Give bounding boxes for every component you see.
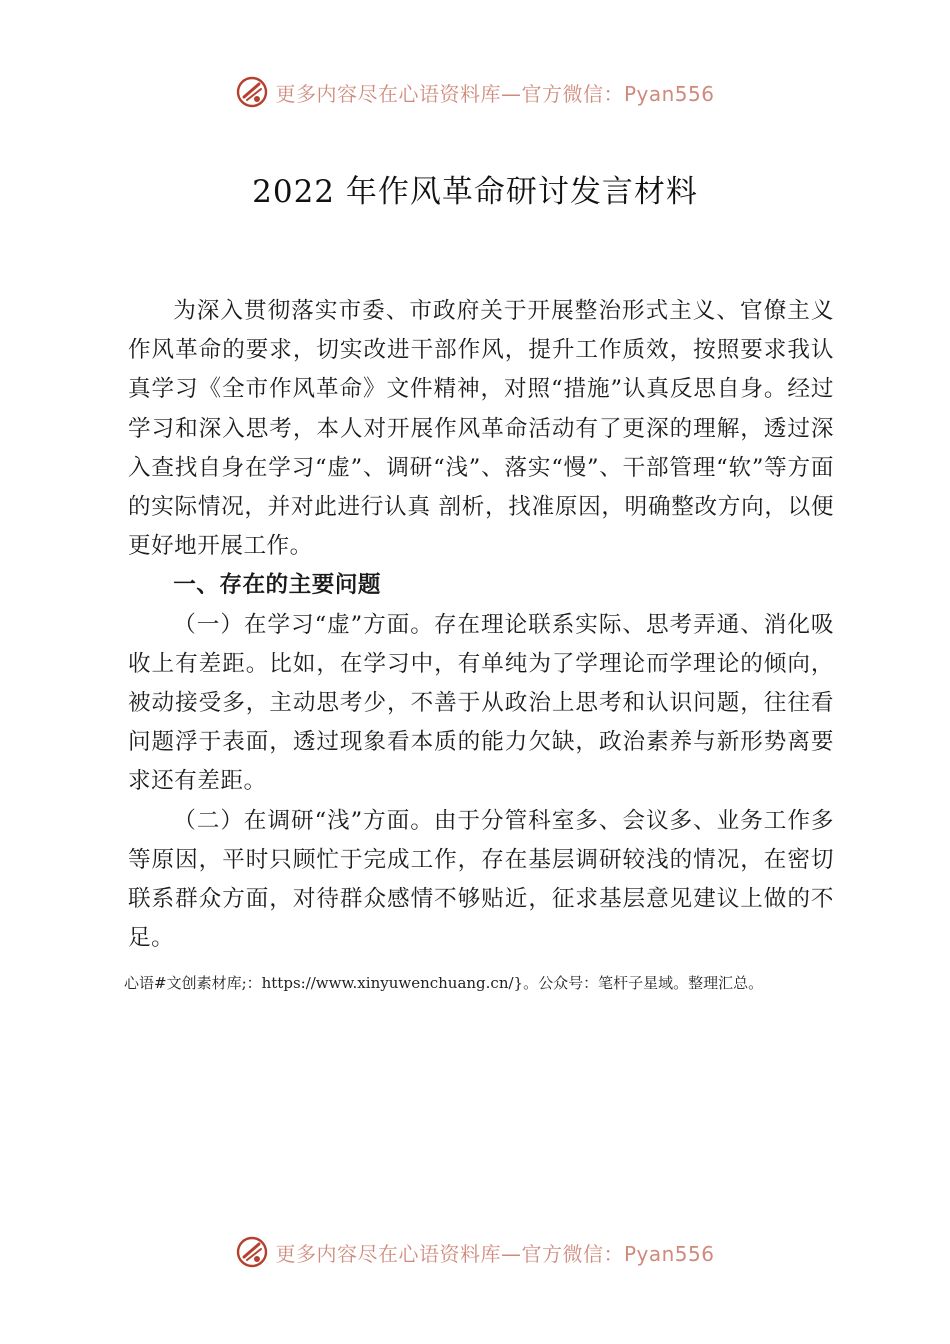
intro-paragraph: 为深入贯彻落实市委、市政府关于开展整治形式主义、官僚主义作风革命的要求，切实改进干部作风，提升工作质效，按照要求我认真学习《全市作风革命》文件精神，对照“措施”认真反思自身。经过学习和深入思考，本人对开展作风革命活动有了更深的理解，透过深入查找自身在学习“虚”、调研“浅”、落实“慢”、干部管理“软”等方面的实际情况，并对此进行认真 剖析，找准原因，明确整改方向，以便更好地开展工作。 <box>128 298 834 560</box>
header-watermark <box>0 72 950 112</box>
section-heading: 一、存在的主要问题 <box>173 572 382 599</box>
seal-logo-icon <box>235 75 269 109</box>
seal-logo-icon <box>235 1235 269 1269</box>
document-title: 2022 年作风革命研讨发言材料 <box>252 174 698 210</box>
source-footnote: 心语#文创素材库;：https://www.xinyuwenchuang.cn/}。公众号：笔杆子星域。整理汇总。 <box>124 974 764 992</box>
footer-watermark <box>0 1232 950 1272</box>
paragraph-research: （二）在调研“浅”方面。由于分管科室多、会议多、业务工作多等原因，平时只顾忙于完成工作，存在基层调研较浅的情况，在密切联系群众方面，对待群众感情不够贴近，征求基层意见建议上做的不足。 <box>128 807 834 952</box>
paragraph-learning: （一）在学习“虚”方面。存在理论联系实际、思考弄通、消化吸收上有差距。比如，在学习中，有单纯为了学理论而学理论的倾向，被动接受多，主动思考少，不善于从政治上思考和认识问题，往往看问题浮于表面，透过现象看本质的能力欠缺，政治素养与新形势离要求还有差距。 <box>128 611 834 795</box>
document-body <box>128 292 834 958</box>
watermark-text: 更多内容尽在心语资料库—官方微信：Pyan556 <box>275 1241 715 1266</box>
watermark-text: 更多内容尽在心语资料库—官方微信：Pyan556 <box>275 81 715 106</box>
